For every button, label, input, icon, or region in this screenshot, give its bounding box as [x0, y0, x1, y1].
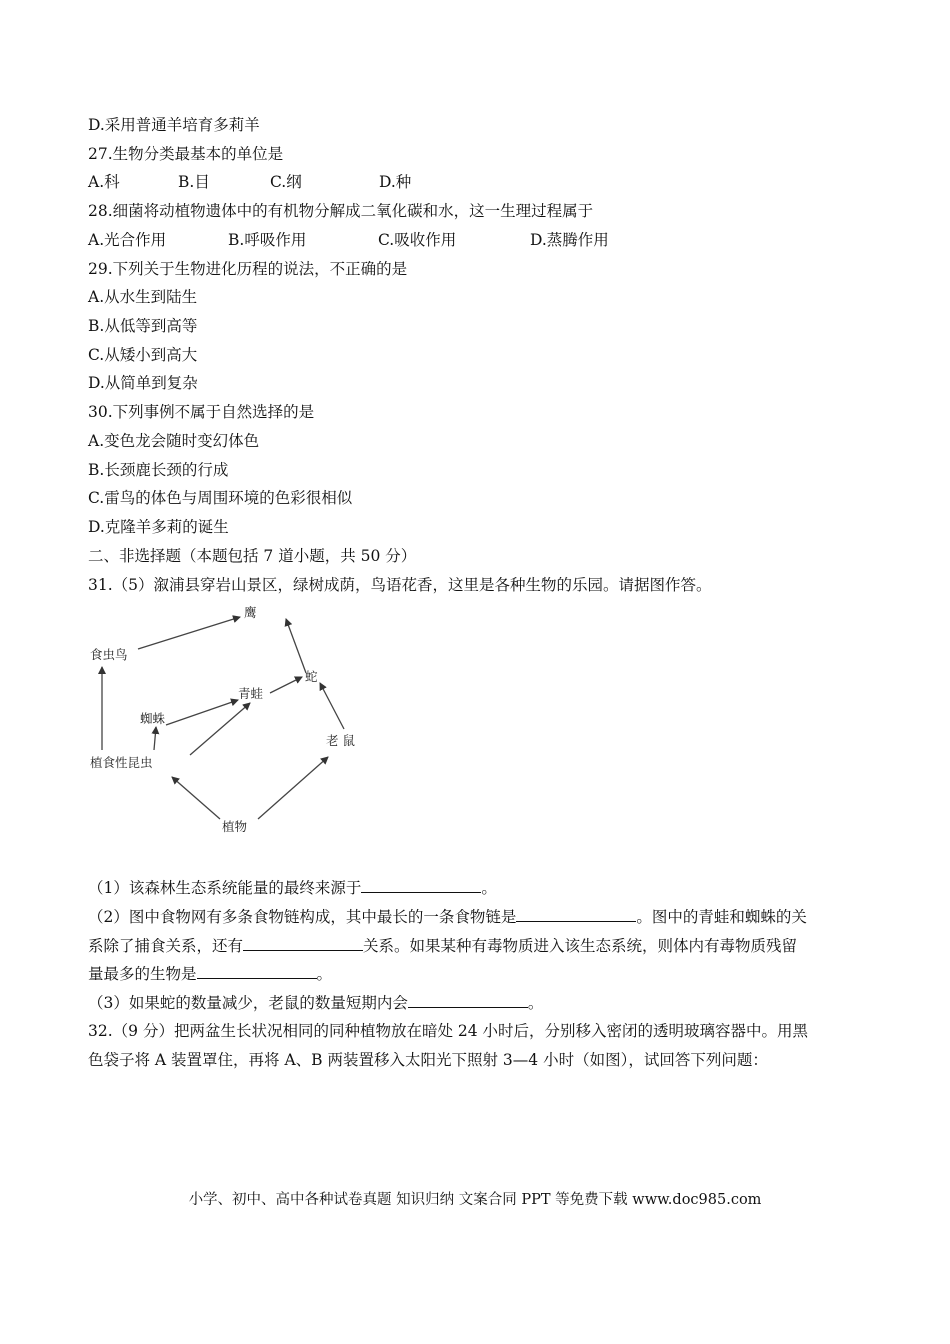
q31-sub2-line3: [88, 962, 332, 985]
node-insectivorous-bird: 食虫鸟: [90, 647, 128, 662]
q31-sub2-text-b: 。图中的青蛙和蜘蛛的关: [636, 908, 807, 926]
q31-sub1-text: （1）该森林生态系统能量的最终来源于: [88, 879, 362, 897]
answer-blank-1[interactable]: [361, 876, 481, 893]
q30-option-a: A.变色龙会随时变幻体色: [88, 432, 260, 450]
q30-option-c: C.雷鸟的体色与周围环境的色彩很相似: [88, 489, 353, 507]
food-web-diagram: [80, 605, 380, 845]
q27-option-a: A.科: [88, 173, 120, 191]
q31-sub2-line1: [88, 905, 807, 928]
q31-sub3: [88, 991, 543, 1014]
q27-option-d: D.种: [379, 173, 412, 191]
q27-stem: 27.生物分类最基本的单位是: [88, 145, 284, 163]
node-snake: 蛇: [305, 669, 318, 684]
q31-sub2-text-d: 关系。如果某种有毒物质进入该生态系统，则体内有毒物质残留: [363, 937, 798, 955]
q28-stem: 28.细菌将动植物遗体中的有机物分解成二氧化碳和水，这一生理过程属于: [88, 202, 594, 220]
arrow-plant-to-insect: [172, 777, 220, 819]
q29-option-d: D.从简单到复杂: [88, 374, 198, 392]
q28-option-d: D.蒸腾作用: [530, 231, 609, 249]
q29-option-b: B.从低等到高等: [88, 317, 198, 335]
q28-option-c: C.吸收作用: [378, 231, 457, 249]
node-hawk: 鹰: [244, 605, 257, 620]
q31-sub1: [88, 876, 497, 899]
q32-line1: 32.（9 分）把两盆生长状况相同的同种植物放在暗处 24 小时后，分别移入密闭的透明玻璃容器中。用黑: [88, 1022, 809, 1040]
node-spider: 蜘蛛: [140, 711, 166, 726]
section-title: 二、非选择题（本题包括 7 道小题，共 50 分）: [88, 547, 417, 565]
q32-line2: 色袋子将 A 装置罩住，再将 A、B 两装置移入太阳光下照射 3—4 小时（如图），试回答下列问题：: [88, 1051, 768, 1069]
page-footer: 小学、初中、高中各种试卷真题 知识归纳 文案合同 PPT 等免费下载 www.doc985.com: [188, 1192, 762, 1208]
q31-sub2-line2: [88, 934, 797, 957]
q30-stem: 30.下列事例不属于自然选择的是: [88, 403, 315, 421]
q28-option-b: B.呼吸作用: [228, 231, 307, 249]
q31-sub2-text-f: 。: [316, 965, 333, 983]
q31-sub2-text-e: 量最多的生物是: [88, 965, 197, 983]
q31-sub3-end: 。: [527, 994, 544, 1012]
answer-blank-5[interactable]: [408, 991, 528, 1008]
arrow-snake-to-hawk: [286, 619, 306, 673]
q31-sub2-text: （2）图中食物网有多条食物链构成，其中最长的一条食物链是: [88, 908, 517, 926]
q27-option-b: B.目: [178, 173, 210, 191]
answer-blank-3[interactable]: [243, 934, 363, 951]
q30-option-b: B.长颈鹿长颈的行成: [88, 461, 229, 479]
q26-option-d: D.采用普通羊培育多莉羊: [88, 116, 260, 134]
node-mouse: 老 鼠: [326, 733, 355, 748]
q27-option-c: C.纲: [270, 173, 302, 191]
q28-option-a: A.光合作用: [88, 231, 167, 249]
food-web-arrows: [102, 617, 344, 819]
q30-option-d: D.克隆羊多莉的诞生: [88, 518, 229, 536]
q31-stem: 31.（5）溆浦县穿岩山景区，绿树成荫，鸟语花香，这里是各种生物的乐园。请据图作答。: [88, 576, 712, 594]
arrow-plant-to-mouse: [258, 757, 328, 819]
node-plant: 植物: [222, 819, 248, 834]
node-herbivorous-insect: 植食性昆虫: [90, 755, 153, 770]
answer-blank-2[interactable]: [516, 905, 636, 922]
node-frog: 青蛙: [238, 686, 264, 701]
q31-sub3-text: （3）如果蛇的数量减少，老鼠的数量短期内会: [88, 994, 408, 1012]
arrow-frog-to-snake: [270, 677, 302, 693]
arrow-insect-to-frog: [190, 703, 250, 755]
answer-blank-4[interactable]: [197, 962, 317, 979]
arrow-spider-to-frog: [166, 700, 238, 725]
arrow-bird-to-hawk: [138, 617, 240, 649]
q31-sub1-end: 。: [481, 879, 497, 897]
q29-stem: 29.下列关于生物进化历程的说法，不正确的是: [88, 260, 408, 278]
arrow-mouse-to-snake: [320, 683, 344, 729]
q31-sub2-text-c: 系除了捕食关系，还有: [88, 937, 244, 955]
q29-option-c: C.从矮小到高大: [88, 346, 198, 364]
q29-option-a: A.从水生到陆生: [88, 288, 198, 306]
arrow-insect-to-spider: [154, 727, 156, 750]
